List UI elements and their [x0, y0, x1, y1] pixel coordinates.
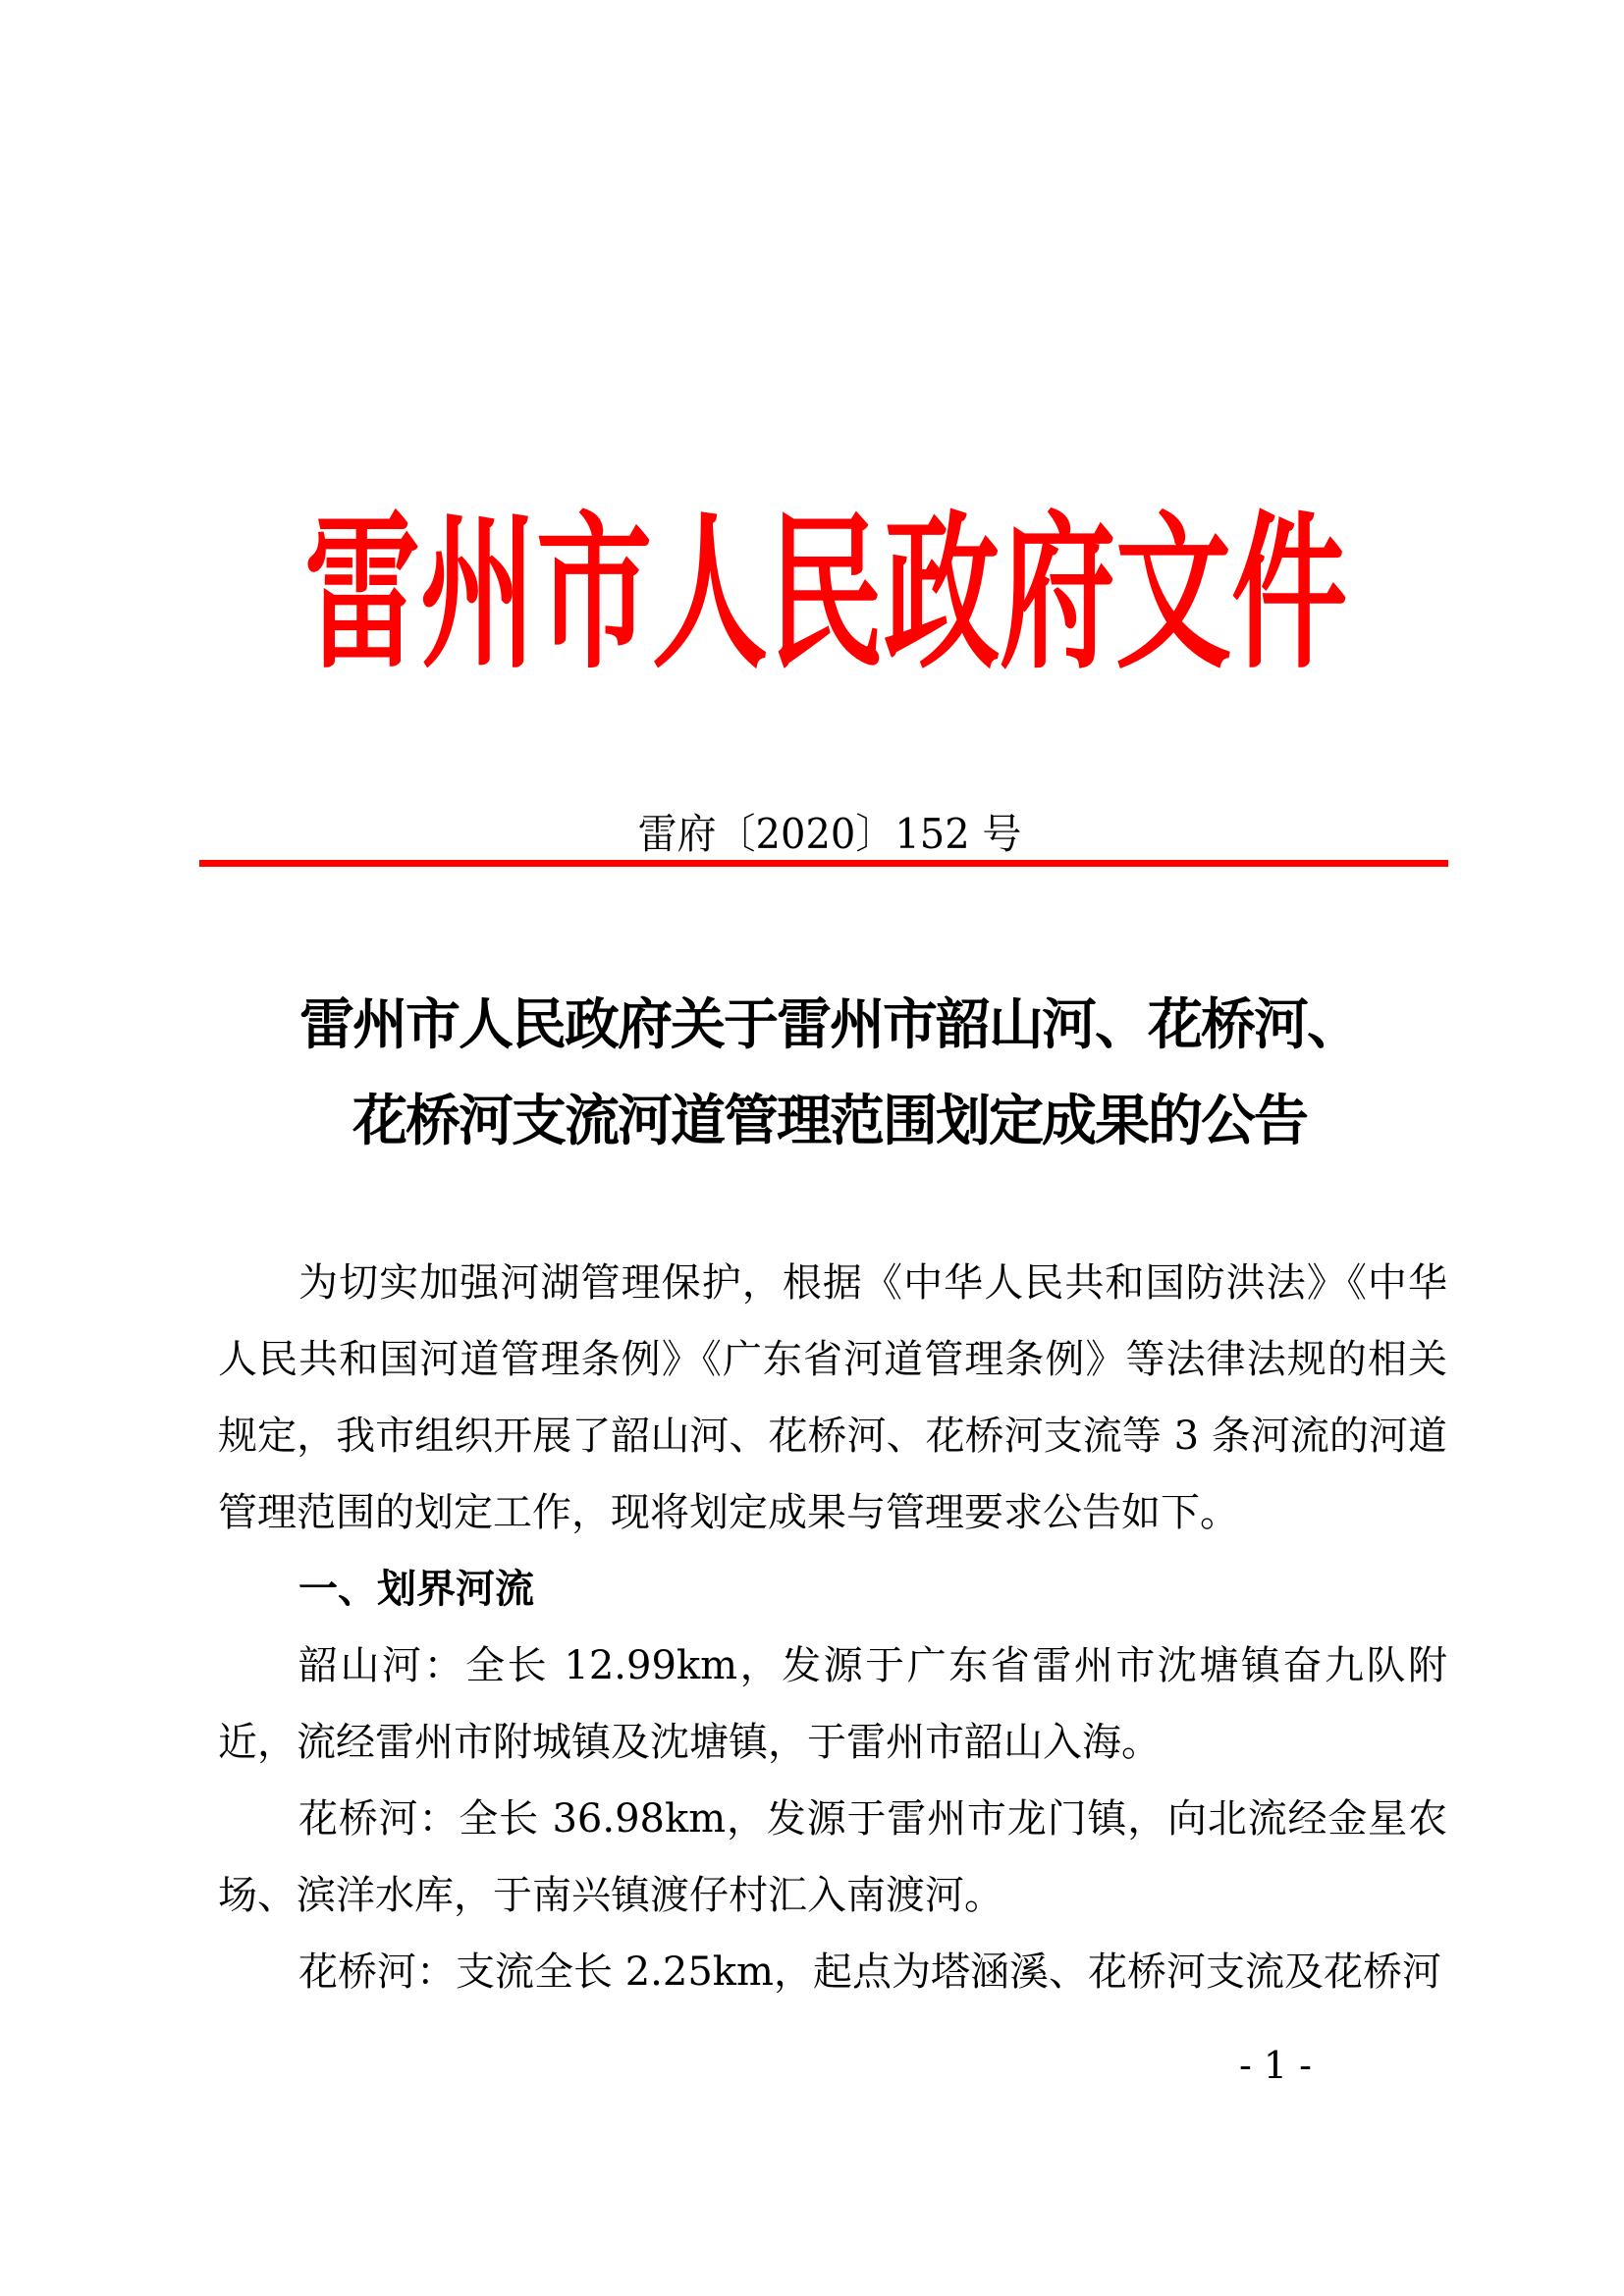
- masthead-char: 件: [1231, 494, 1348, 692]
- page-number: - 1 -: [1239, 2044, 1313, 2087]
- document-title-line2: 花桥河支流河道管理范围划定成果的公告: [352, 1089, 1307, 1153]
- masthead-char: 民: [768, 494, 885, 692]
- intro-paragraph: 为切实加强河湖管理保护，根据《中华人民共和国防洪法》《中华人民共和国河道管理条例》《广东省河道管理条例》等法律法规的相关规定，我市组织开展了韶山河、花桥河、花桥河支流等 3 条河流的河道管理范围的划定工作，现将划定成果与管理要求公告如下。: [218, 1260, 1447, 1535]
- document-number: 雷府〔2020〕152 号: [637, 811, 1022, 859]
- document-title-line1: 雷州市人民政府关于雷州市韶山河、花桥河、: [299, 992, 1360, 1057]
- paragraph-huaqiao-branch: 花桥河：支流全长 2.25km，起点为塔涵溪、花桥河支流及花桥河: [298, 1949, 1441, 1995]
- masthead-char: 州: [420, 494, 537, 692]
- paragraph-huaqiao-river: 花桥河：全长 36.98km，发源于雷州市龙门镇，向北流经金星农场、滨洋水库，于南兴镇渡仔村汇入南渡河。: [218, 1796, 1447, 1918]
- paragraph-shaoshan-river: 韶山河：全长 12.99km，发源于广东省雷州市沈塘镇奋九队附近，流经雷州市附城镇及沈塘镇，于雷州市韶山入海。: [218, 1643, 1447, 1765]
- masthead-char: 府: [1000, 494, 1116, 692]
- masthead-char: 人: [652, 494, 769, 692]
- red-divider: [199, 860, 1448, 867]
- masthead-char: 雷: [304, 494, 421, 692]
- masthead-char: 政: [884, 494, 1001, 692]
- section-heading: 一、划界河流: [298, 1567, 534, 1612]
- document-body: [218, 1245, 1447, 2010]
- masthead-char: 文: [1115, 494, 1232, 692]
- document-masthead: [304, 481, 1348, 692]
- masthead-char: 市: [536, 494, 653, 692]
